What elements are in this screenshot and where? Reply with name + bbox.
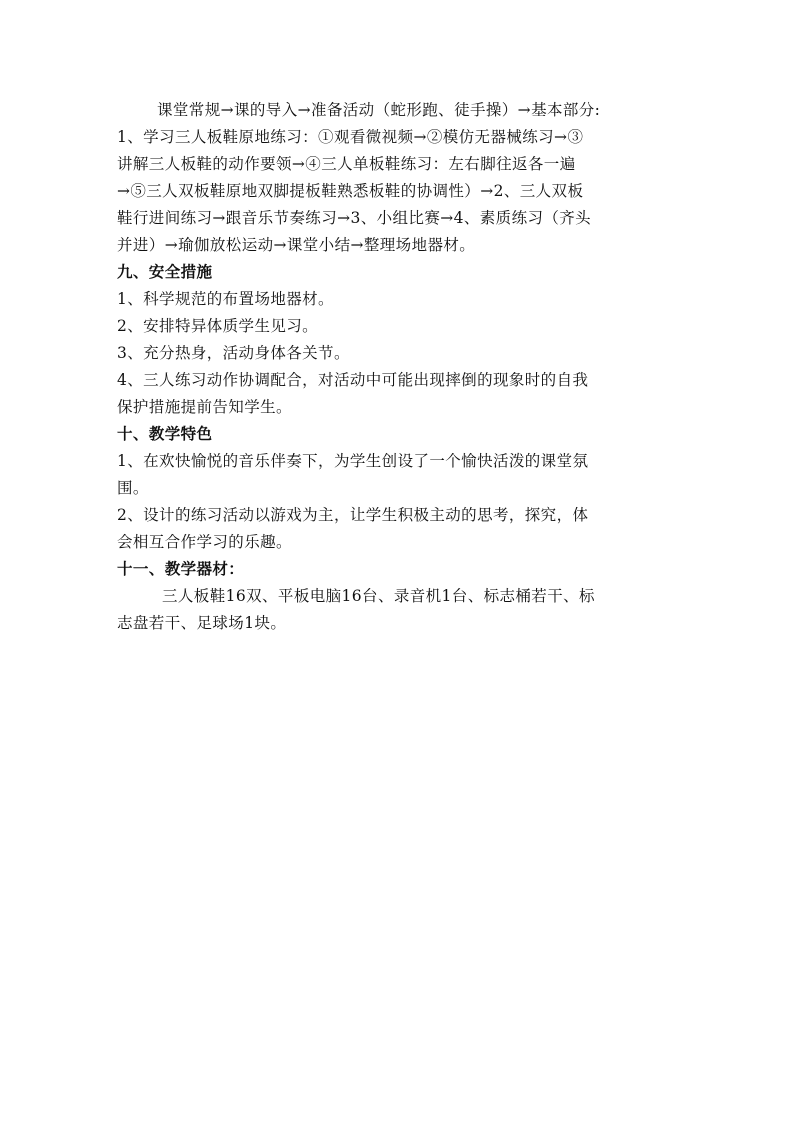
intro-line: 鞋行进间练习→跟音乐节奏练习→3、小组比赛→4、素质练习（齐头 [117,209,592,227]
feature-item: 会相互合作学习的乐趣。 [117,533,292,551]
equipment-item: 三人板鞋16双、平板电脑16台、录音机1台、标志桶若干、标 [162,587,595,605]
intro-line: →⑤三人双板鞋原地双脚提板鞋熟悉板鞋的协调性）→2、三人双板 [117,182,584,200]
safety-item: 1、科学规范的布置场地器材。 [117,290,334,308]
section-heading-features: 十、教学特色 [117,425,213,443]
safety-item: 保护措施提前告知学生。 [117,398,292,416]
document-page [117,97,685,637]
intro-line: 讲解三人板鞋的动作要领→④三人单板鞋练习：左右脚往返各一遍 [117,155,576,173]
intro-line: 课堂常规→课的导入→准备活动（蛇形跑、徒手操）→基本部分: [157,101,601,119]
safety-item: 4、三人练习动作协调配合，对活动中可能出现摔倒的现象时的自我 [117,371,589,389]
safety-item: 2、安排特异体质学生见习。 [117,317,319,335]
feature-item: 2、设计的练习活动以游戏为主，让学生积极主动的思考，探究，体 [117,506,589,524]
section-heading-safety: 九、安全措施 [117,263,213,281]
intro-line: 并进）→瑜伽放松运动→课堂小结→整理场地器材。 [117,236,476,254]
intro-line: 1、学习三人板鞋原地练习：①观看微视频→②模仿无器械练习→③ [117,128,584,146]
feature-item: 围。 [117,479,149,497]
equipment-item: 志盘若干、足球场1块。 [117,614,287,632]
safety-item: 3、充分热身，活动身体各关节。 [117,344,350,362]
feature-item: 1、在欢快愉悦的音乐伴奏下，为学生创设了一个愉快活泼的课堂氛 [117,452,589,470]
section-heading-equipment: 十一、教学器材： [117,560,245,578]
